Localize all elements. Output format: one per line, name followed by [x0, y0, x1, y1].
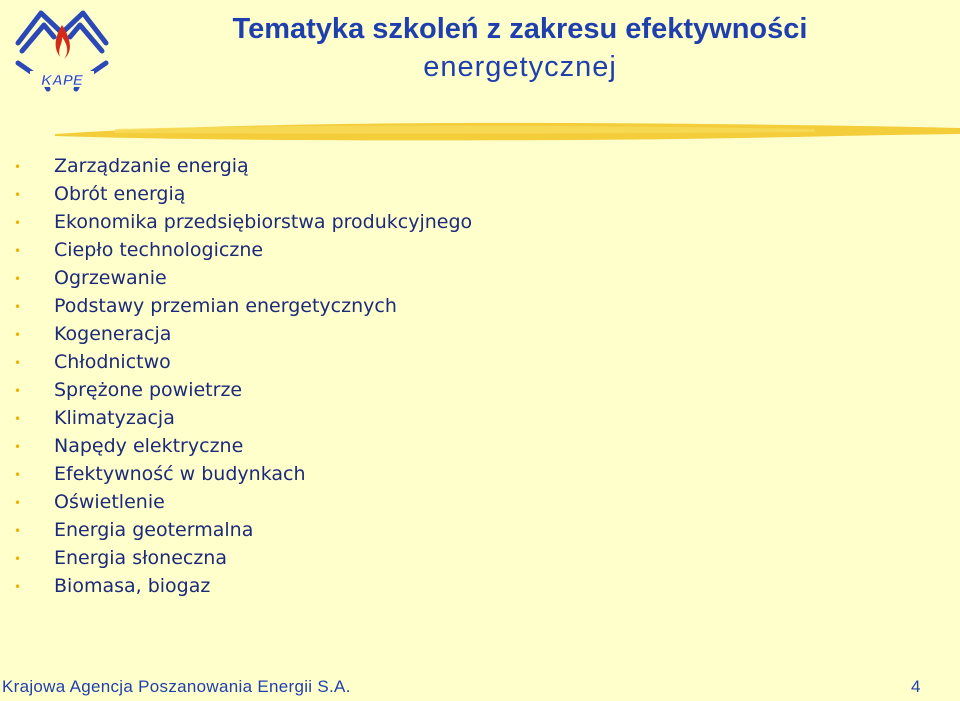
bullet-icon: •	[14, 187, 22, 202]
title-line-1: Tematyka szkoleń z zakresu efektywności	[232, 13, 808, 45]
list-item: • Klimatyzacja	[14, 404, 472, 432]
bullet-icon: •	[14, 551, 22, 566]
bullet-icon: •	[14, 495, 22, 510]
bullet-icon: •	[14, 271, 22, 286]
list-item: • Efektywność w budynkach	[14, 460, 472, 488]
list-item: • Ciepło technologiczne	[14, 236, 472, 264]
bullet-icon: •	[14, 579, 22, 594]
list-item: • Energia słoneczna	[14, 544, 472, 572]
list-item: • Biomasa, biogaz	[14, 572, 472, 600]
kape-logo	[8, 3, 116, 103]
title-line-2: energetycznej	[423, 51, 617, 83]
list-item: • Kogeneracja	[14, 320, 472, 348]
decorative-brush-stroke	[55, 112, 960, 152]
page-title	[130, 10, 910, 86]
bullet-icon: •	[14, 243, 22, 258]
list-item: • Zarządzanie energią	[14, 152, 472, 180]
bullet-icon: •	[14, 327, 22, 342]
list-item: • Oświetlenie	[14, 488, 472, 516]
list-item: • Energia geotermalna	[14, 516, 472, 544]
list-item: • Podstawy przemian energetycznych	[14, 292, 472, 320]
list-item: • Sprężone powietrze	[14, 376, 472, 404]
bullet-icon: •	[14, 215, 22, 230]
list-item: • Ogrzewanie	[14, 264, 472, 292]
bullet-icon: •	[14, 467, 22, 482]
page-number: 4	[911, 677, 921, 696]
list-item: • Obrót energią	[14, 180, 472, 208]
topic-list	[14, 152, 472, 600]
bullet-icon: •	[14, 439, 22, 454]
bullet-icon: •	[14, 299, 22, 314]
list-item: • Chłodnictwo	[14, 348, 472, 376]
logo-text: KAPE	[41, 72, 83, 89]
bullet-icon: •	[14, 523, 22, 538]
list-item: • Napędy elektryczne	[14, 432, 472, 460]
bullet-icon: •	[14, 411, 22, 426]
bullet-icon: •	[14, 383, 22, 398]
footer-organization: Krajowa Agencja Poszanowania Energii S.A.	[2, 677, 351, 696]
list-item: • Ekonomika przedsiębiorstwa produkcyjnego	[14, 208, 472, 236]
bullet-icon: •	[14, 159, 22, 174]
bullet-icon: •	[14, 355, 22, 370]
